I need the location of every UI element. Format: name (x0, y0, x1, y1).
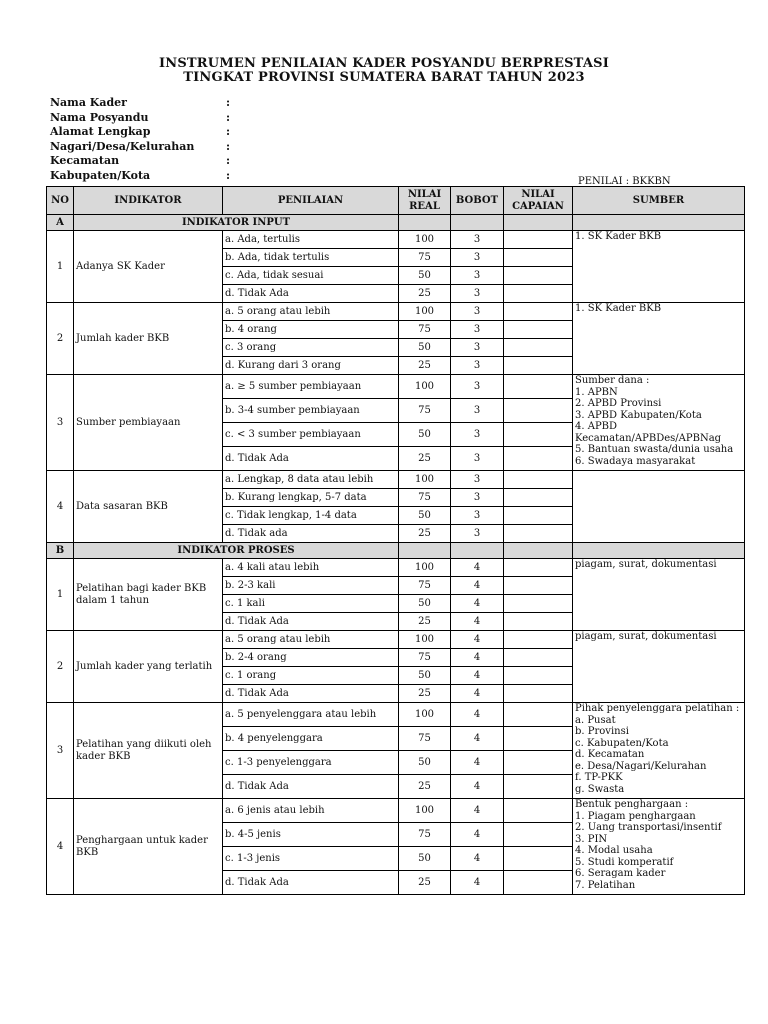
item-indicator: Jumlah kader yang terlatih (74, 631, 223, 703)
nilai-capaian-cell[interactable] (504, 447, 573, 471)
penilai-label: PENILAI : BKKBN (578, 176, 671, 187)
header-no: NO (47, 187, 74, 215)
option-text: b. 2-4 orang (223, 649, 399, 667)
item-indicator: Penghargaan untuk kader BKB (74, 799, 223, 895)
option-nilai-real: 75 (399, 823, 451, 847)
table-row (47, 231, 745, 249)
sumber-line: piagam, surat, dokumentasi (575, 631, 717, 642)
option-bobot: 4 (451, 595, 504, 613)
sumber-line: 2. APBD Provinsi (575, 398, 662, 409)
assessment-table (46, 186, 745, 895)
option-bobot: 3 (451, 267, 504, 285)
nilai-capaian-cell[interactable] (504, 267, 573, 285)
option-bobot: 3 (451, 321, 504, 339)
option-nilai-real: 25 (399, 685, 451, 703)
option-nilai-real: 25 (399, 285, 451, 303)
nilai-capaian-cell[interactable] (504, 799, 573, 823)
section-row (47, 543, 745, 559)
info-colon: : (226, 154, 231, 167)
sumber-cell (573, 799, 745, 895)
nilai-capaian-cell[interactable] (504, 375, 573, 399)
option-text: c. 1 kali (223, 595, 399, 613)
nilai-capaian-cell[interactable] (504, 321, 573, 339)
option-nilai-real: 100 (399, 631, 451, 649)
item-indicator: Jumlah kader BKB (74, 303, 223, 375)
info-colon: : (226, 110, 231, 124)
section-row (47, 215, 745, 231)
item-number: 1 (47, 231, 74, 303)
option-bobot: 3 (451, 375, 504, 399)
document-title-line-1: INSTRUMEN PENILAIAN KADER POSYANDU BERPRESTASI (158, 56, 610, 71)
identity-fields (50, 96, 231, 183)
nilai-capaian-cell[interactable] (504, 703, 573, 727)
nilai-capaian-cell[interactable] (504, 847, 573, 871)
option-nilai-real: 100 (399, 799, 451, 823)
header-nilai-real (399, 187, 451, 215)
sumber-list (575, 375, 742, 467)
sumber-line: f. TP-PKK (575, 772, 623, 783)
sumber-line: Bentuk penghargaan : (575, 799, 689, 810)
option-nilai-real: 50 (399, 423, 451, 447)
option-nilai-real: 75 (399, 649, 451, 667)
sumber-line: 4. Modal usaha (575, 845, 653, 856)
option-bobot: 3 (451, 489, 504, 507)
option-bobot: 4 (451, 631, 504, 649)
info-row (50, 154, 231, 169)
sumber-cell (573, 375, 745, 471)
nilai-capaian-cell[interactable] (504, 471, 573, 489)
sumber-line: 6. Seragam kader (575, 868, 666, 879)
info-colon: : (226, 125, 231, 138)
nilai-capaian-cell[interactable] (504, 823, 573, 847)
sumber-line: 7. Pelatihan (575, 879, 636, 891)
nilai-capaian-cell[interactable] (504, 303, 573, 321)
option-nilai-real: 75 (399, 577, 451, 595)
option-bobot: 3 (451, 471, 504, 489)
item-indicator: Adanya SK Kader (74, 231, 223, 303)
info-colon: : (226, 96, 231, 109)
table-row (47, 703, 745, 727)
option-bobot: 3 (451, 447, 504, 471)
document-title-line-2: TINGKAT PROVINSI SUMATERA BARAT TAHUN 2023 (183, 70, 585, 85)
item-indicator: Pelatihan yang diikuti oleh kader BKB (74, 703, 223, 799)
item-indicator: Pelatihan bagi kader BKB dalam 1 tahun (74, 559, 223, 631)
sumber-line: 5. Bantuan swasta/dunia usaha (575, 444, 734, 455)
sumber-line: Pihak penyelenggara pelatihan : (575, 703, 740, 714)
option-text: c. < 3 sumber pembiayaan (223, 423, 399, 447)
option-nilai-real: 25 (399, 775, 451, 799)
option-bobot: 4 (451, 775, 504, 799)
option-bobot: 3 (451, 339, 504, 357)
option-text: b. 3-4 sumber pembiayaan (223, 399, 399, 423)
option-nilai-real: 100 (399, 703, 451, 727)
info-row (50, 125, 231, 140)
section-code: B (47, 543, 74, 559)
section-blank-nilai (399, 543, 451, 559)
sumber-line: 4. APBD (575, 421, 618, 432)
header-nilai-capaian-line2: CAPAIAN (512, 200, 564, 212)
item-number: 3 (47, 375, 74, 471)
option-text: a. 5 orang atau lebih (223, 303, 399, 321)
info-label: Nama Posyandu (50, 110, 149, 124)
sumber-line: 3. PIN (575, 833, 608, 845)
option-text: a. Lengkap, 8 data atau lebih (223, 471, 399, 489)
option-nilai-real: 50 (399, 751, 451, 775)
sumber-line: 6. Swadaya masyarakat (575, 455, 696, 467)
info-label: Nama Kader (50, 96, 127, 109)
option-bobot: 4 (451, 613, 504, 631)
nilai-capaian-cell[interactable] (504, 489, 573, 507)
sumber-line: c. Kabupaten/Kota (575, 737, 669, 749)
option-bobot: 4 (451, 649, 504, 667)
sumber-line: Sumber dana : (575, 375, 650, 386)
sumber-list (575, 799, 742, 891)
nilai-capaian-cell[interactable] (504, 249, 573, 267)
option-bobot: 3 (451, 423, 504, 447)
item-number: 2 (47, 631, 74, 703)
option-nilai-real: 25 (399, 447, 451, 471)
option-text: a. 5 orang atau lebih (223, 631, 399, 649)
info-colon: : (226, 139, 231, 153)
option-bobot: 4 (451, 823, 504, 847)
option-nilai-real: 75 (399, 249, 451, 267)
option-nilai-real: 75 (399, 727, 451, 751)
nilai-capaian-cell[interactable] (504, 231, 573, 249)
nilai-capaian-cell[interactable] (504, 339, 573, 357)
nilai-capaian-cell[interactable] (504, 559, 573, 577)
sumber-list (575, 631, 742, 643)
option-bobot: 4 (451, 685, 504, 703)
table-row (47, 303, 745, 321)
sumber-cell (573, 231, 745, 303)
option-text: d. Kurang dari 3 orang (223, 357, 399, 375)
option-text: c. Tidak lengkap, 1-4 data (223, 507, 399, 525)
option-nilai-real: 50 (399, 339, 451, 357)
option-nilai-real: 75 (399, 399, 451, 423)
option-text: c. 1-3 jenis (223, 847, 399, 871)
option-text: a. Ada, tertulis (223, 231, 399, 249)
nilai-capaian-cell[interactable] (504, 577, 573, 595)
option-nilai-real: 75 (399, 321, 451, 339)
option-nilai-real: 100 (399, 303, 451, 321)
option-nilai-real: 50 (399, 507, 451, 525)
info-row (50, 139, 231, 155)
nilai-capaian-cell[interactable] (504, 775, 573, 799)
nilai-capaian-cell[interactable] (504, 595, 573, 613)
info-colon: : (226, 168, 231, 182)
nilai-capaian-cell[interactable] (504, 525, 573, 543)
option-text: d. Tidak ada (223, 525, 399, 543)
sumber-line: a. Pusat (575, 714, 616, 726)
nilai-capaian-cell[interactable] (504, 631, 573, 649)
option-bobot: 4 (451, 703, 504, 727)
table-row (47, 559, 745, 577)
option-nilai-real: 25 (399, 871, 451, 895)
section-code: A (47, 215, 74, 231)
option-bobot: 4 (451, 559, 504, 577)
sumber-list (575, 559, 742, 571)
option-nilai-real: 50 (399, 595, 451, 613)
sumber-line: d. Kecamatan (575, 749, 645, 760)
option-nilai-real: 25 (399, 525, 451, 543)
option-bobot: 4 (451, 799, 504, 823)
header-bobot: BOBOT (451, 187, 504, 215)
nilai-capaian-cell[interactable] (504, 751, 573, 775)
table-body (47, 215, 745, 895)
option-bobot: 4 (451, 847, 504, 871)
header-nilai-real-line1: NILAI (407, 188, 442, 200)
option-nilai-real: 75 (399, 489, 451, 507)
sumber-cell (573, 703, 745, 799)
section-blank-capaian (504, 543, 573, 559)
option-bobot: 3 (451, 507, 504, 525)
item-number: 4 (47, 471, 74, 543)
table-row (47, 471, 745, 489)
section-title: INDIKATOR PROSES (74, 543, 399, 559)
header-nilai-capaian (504, 187, 573, 215)
header-nilai-real-line2: REAL (409, 200, 440, 212)
sumber-line: 1. SK Kader BKB (575, 303, 662, 314)
option-nilai-real: 25 (399, 357, 451, 375)
info-label: Alamat Lengkap (50, 125, 151, 138)
option-text: b. Ada, tidak tertulis (223, 249, 399, 267)
nilai-capaian-cell[interactable] (504, 399, 573, 423)
option-text: c. Ada, tidak sesuai (223, 267, 399, 285)
section-blank-sumber (573, 543, 745, 559)
option-bobot: 3 (451, 285, 504, 303)
option-nilai-real: 100 (399, 375, 451, 399)
sumber-cell (573, 471, 745, 543)
option-text: a. 6 jenis atau lebih (223, 799, 399, 823)
sumber-line: Kecamatan/APBDes/APBNag (575, 432, 722, 444)
option-nilai-real: 100 (399, 231, 451, 249)
option-text: b. 2-3 kali (223, 577, 399, 595)
nilai-capaian-cell[interactable] (504, 649, 573, 667)
section-blank-sumber (573, 215, 745, 231)
section-blank-capaian (504, 215, 573, 231)
sumber-cell (573, 559, 745, 631)
option-bobot: 4 (451, 727, 504, 751)
option-text: d. Tidak Ada (223, 775, 399, 799)
option-text: b. Kurang lengkap, 5-7 data (223, 489, 399, 507)
option-text: a. 4 kali atau lebih (223, 559, 399, 577)
option-bobot: 3 (451, 357, 504, 375)
nilai-capaian-cell[interactable] (504, 357, 573, 375)
section-blank-bobot (451, 543, 504, 559)
option-text: d. Tidak Ada (223, 613, 399, 631)
nilai-capaian-cell[interactable] (504, 613, 573, 631)
sumber-line: 3. APBD Kabupaten/Kota (575, 409, 702, 421)
option-text: d. Tidak Ada (223, 685, 399, 703)
option-bobot: 4 (451, 667, 504, 685)
sumber-line: 1. APBN (575, 386, 618, 398)
sumber-line: g. Swasta (575, 783, 625, 795)
item-indicator: Data sasaran BKB (74, 471, 223, 543)
option-text: a. ≥ 5 sumber pembiayaan (223, 375, 399, 399)
sumber-list (575, 303, 742, 315)
table-row (47, 799, 745, 823)
option-bobot: 3 (451, 525, 504, 543)
sumber-line: b. Provinsi (575, 726, 629, 737)
item-number: 3 (47, 703, 74, 799)
item-number: 2 (47, 303, 74, 375)
info-label: Kabupaten/Kota (50, 168, 151, 182)
option-bobot: 4 (451, 751, 504, 775)
section-blank-nilai (399, 215, 451, 231)
option-text: d. Tidak Ada (223, 871, 399, 895)
option-text: c. 1 orang (223, 667, 399, 685)
header-nilai-capaian-line1: NILAI (521, 188, 555, 200)
sumber-line: 5. Studi komperatif (575, 856, 674, 868)
option-text: d. Tidak Ada (223, 285, 399, 303)
option-bobot: 3 (451, 303, 504, 321)
option-text: b. 4 orang (223, 321, 399, 339)
nilai-capaian-cell[interactable] (504, 685, 573, 703)
option-nilai-real: 100 (399, 471, 451, 489)
option-text: c. 1-3 penyelenggara (223, 751, 399, 775)
table-row (47, 631, 745, 649)
option-nilai-real: 50 (399, 847, 451, 871)
table-row (47, 375, 745, 399)
item-number: 1 (47, 559, 74, 631)
info-label: Nagari/Desa/Kelurahan (50, 139, 195, 153)
sumber-line: 2. Uang transportasi/insentif (575, 822, 722, 833)
sumber-line: 1. SK Kader BKB (575, 231, 662, 242)
sumber-list (575, 231, 742, 243)
sumber-cell (573, 631, 745, 703)
nilai-capaian-cell[interactable] (504, 507, 573, 525)
option-nilai-real: 25 (399, 613, 451, 631)
section-blank-bobot (451, 215, 504, 231)
option-text: b. 4-5 jenis (223, 823, 399, 847)
nilai-capaian-cell[interactable] (504, 871, 573, 895)
header-sumber: SUMBER (573, 187, 745, 215)
option-bobot: 4 (451, 577, 504, 595)
table-header-row (47, 187, 745, 215)
option-text: a. 5 penyelenggara atau lebih (223, 703, 399, 727)
nilai-capaian-cell[interactable] (504, 667, 573, 685)
info-row (50, 110, 231, 126)
nilai-capaian-cell[interactable] (504, 423, 573, 447)
option-nilai-real: 100 (399, 559, 451, 577)
section-title: INDIKATOR INPUT (74, 215, 399, 231)
option-bobot: 4 (451, 871, 504, 895)
option-nilai-real: 50 (399, 267, 451, 285)
sumber-line: piagam, surat, dokumentasi (575, 559, 717, 570)
option-bobot: 3 (451, 399, 504, 423)
option-bobot: 3 (451, 249, 504, 267)
sumber-line: 1. Piagam penghargaan (575, 810, 696, 822)
info-label: Kecamatan (50, 154, 120, 167)
sumber-line: e. Desa/Nagari/Kelurahan (575, 760, 707, 772)
nilai-capaian-cell[interactable] (504, 727, 573, 751)
sumber-list (575, 703, 742, 795)
info-row (50, 96, 231, 111)
sumber-cell (573, 303, 745, 375)
item-indicator: Sumber pembiayaan (74, 375, 223, 471)
option-bobot: 3 (451, 231, 504, 249)
header-penilaian: PENILAIAN (223, 187, 399, 215)
option-text: d. Tidak Ada (223, 447, 399, 471)
option-text: c. 3 orang (223, 339, 399, 357)
option-text: b. 4 penyelenggara (223, 727, 399, 751)
info-row (50, 168, 231, 184)
option-nilai-real: 50 (399, 667, 451, 685)
header-indikator: INDIKATOR (74, 187, 223, 215)
nilai-capaian-cell[interactable] (504, 285, 573, 303)
item-number: 4 (47, 799, 74, 895)
